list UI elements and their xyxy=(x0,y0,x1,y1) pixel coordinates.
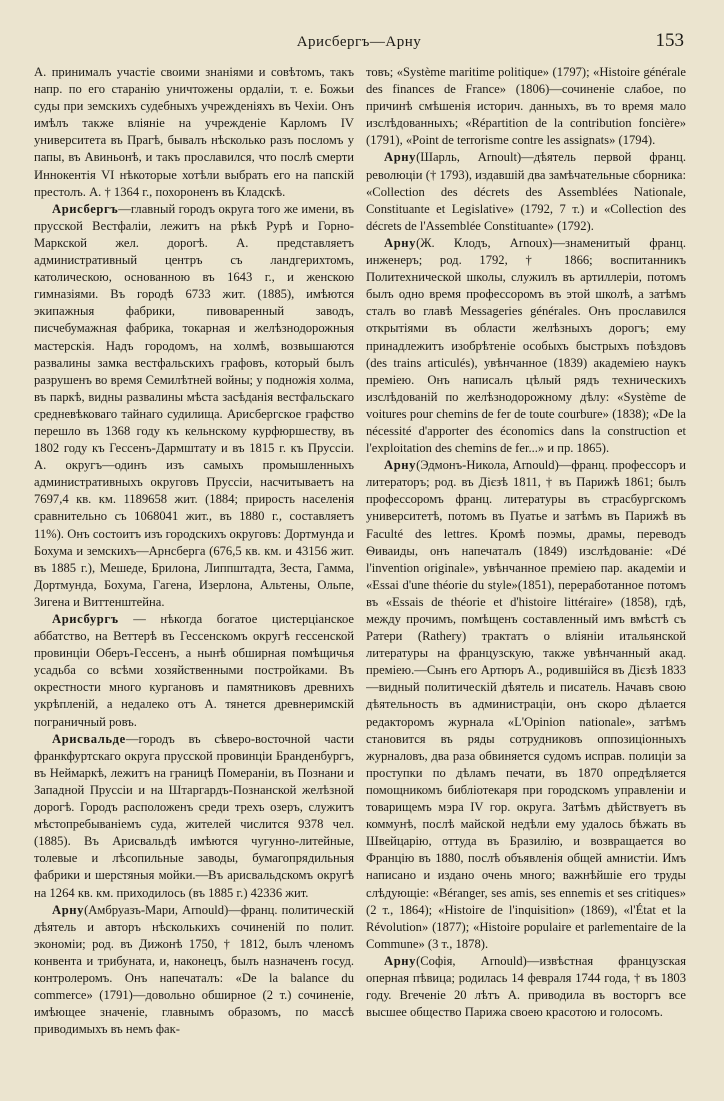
entry-text: — нѣкогда богатое цистерціанское аббатство, на Веттерѣ въ Гессенскомъ округѣ гессенской провинціи Оберъ-Гессенъ, а нынѣ обширная помѣщичья усадьба со всѣми хозяйственными постройками. Въ окрестности много кургановъ и памятниковъ древнихъ укрѣпленій, а недалеко отъ А. тянется древнеримскій пограничный ровъ. xyxy=(34,612,354,729)
article-entry xyxy=(366,953,686,1021)
entry-text: (Ж. Клодъ, Arnoux)—знаменитый франц. инженеръ; род. 1792, † 1866; воспитанникъ Политехнической школы, служилъ въ артиллеріи, потомъ былъ одно время профессоромъ въ этой школѣ, а затѣмъ сталъ во главѣ Messageries générales. Онъ прославился открытіями въ области желѣзныхъ дорогъ; ему принадлежитъ изобрѣтеніе особыхъ быстрыхъ поѣздовъ (des trains articulés), увѣнчанное (1839) академіею наукъ преміею. Онъ написалъ цѣлый рядъ техническихъ изслѣдованій по желѣзнодорожному дѣлу: «Système de voitures pour chemins de fer de toute courbure» (1838); «De la nécessité d'apporter des économics dans la construction et l'exploitation des chemins de fer...» и пр. 1865). xyxy=(366,235,686,456)
article-entry xyxy=(34,731,354,902)
entry-text: —главный городъ округа того же имени, въ прусской Вестфаліи, лежитъ на рѣкѣ Рурѣ и Горно-Маркской жел. дорогѣ. А. представляетъ административный центръ съ ландгерихтомъ, католическою, основанною въ 1643 г., и женскою гимназіями. Въ городѣ 6733 жит. (1885), имѣются экипажныя фабрики, пивоваренный заводъ, писчебумажная фабрика, токарная и желѣзнодорожныя мастерскія. Надъ городомъ, на холмѣ, возвышаются развалины замка вестфальскихъ графовъ, который былъ разрушенъ во время Семилѣтней войны; у подножія холма, въ паркѣ, видны развалины мѣста засѣданія вестфальскаго средневѣковаго тайнаго судилища. Арисбергское графство перешло въ 1368 году къ кельнскому курфюршеству, въ 1802 году къ Гессенъ-Дармштату и въ 1815 г. къ Пруссіи. А. округъ—одинъ изъ самыхъ промышленныхъ административныхъ округовъ Пруссіи, насчитываетъ на 7697,4 кв. км. 1189658 жит. (1884; прирость населенія сравнительно съ 1068041 жит., въ 1880 г., составляетъ 11%). Онъ состоитъ изъ городскихъ округовъ: Дортмунда и Бохума и земскихъ—Арнсберга (676,5 кв. км. и 43156 жит. въ 1885 г.), Мешеде, Брилона, Липпштадта, Зеста, Гамма, Дортмунда, Бохума, Гагена, Изерлона, Альтены, Ольпе, Зигена и Виттенштейна. xyxy=(34,201,354,609)
text-columns xyxy=(34,64,686,1093)
article-entry xyxy=(366,235,686,457)
article-entry xyxy=(366,149,686,234)
entry-text: (Шарль, Arnoult)—дѣятель первой франц. революціи († 1793), издавшій два замѣчательные сборника: «Collection des décrets des Assemblées Nationale, Constituante et Legislative» (1792, 7 т.) и «Collection des décrets de l'Assemblée Constituante» (1792). xyxy=(366,150,686,233)
entry-headword: Арну xyxy=(384,150,417,165)
article-entry xyxy=(34,611,354,731)
entry-text: А. принималъ участіе своими знаніями и совѣтомъ, такъ напр. по его старанію уничтожены ордаліи, т. е. Божьи суды при земскихъ судебныхъ учрежденіяхъ въ Чехіи. Онъ имѣлъ также вліяніе на учрежденіе Карломъ IV университета въ Прагѣ, бывалъ нѣсколько разъ посломъ у папы, въ Авиньонѣ, и такъ прославился, что послѣ смерти Иннокентія VI нѣкоторые хотѣли выбрать его на папскій престолъ. А. † 1364 г., похороненъ въ Кладскѣ. xyxy=(34,65,354,199)
entry-headword: Арисвальде xyxy=(52,731,126,746)
entry-headword: Арну xyxy=(384,235,417,250)
entry-headword: Арисбургъ xyxy=(52,612,119,626)
article-entry xyxy=(34,201,354,611)
entry-headword: Арну xyxy=(52,902,85,917)
left-column xyxy=(34,64,354,1093)
entry-headword: Арну xyxy=(384,458,417,473)
article-entry xyxy=(34,64,354,201)
article-entry xyxy=(366,457,686,953)
article-entry xyxy=(366,64,686,149)
right-column xyxy=(366,64,686,1093)
entry-text: товъ; «Système maritime politique» (1797); «Histoire générale des finances de France» (1806)—сочиненіе слабое, по причинѣ смѣшенія историч. данныхъ, въ то время мало изслѣдованныхъ; «Répartition de la contribution foncière» (1791), «Point de terrorisme contre les assignats» (1794). xyxy=(366,65,686,148)
page-number: 153 xyxy=(655,30,684,51)
running-header xyxy=(34,30,684,56)
entry-text: (Амбруазъ-Мари, Arnould)—франц. политическій дѣятель и авторъ нѣсколькихъ сочиненій по полит. экономіи; род. въ Дижонѣ 1750, † 1812, былъ членомъ конвента и трибуната, и, наконецъ, былъ назначенъ госуд. контролеромъ. Онъ напечаталъ: «De la balance du commerce» (1791)—довольно обширное (2 т.) сочиненіе, имѣющее значеніе, главнымъ образомъ, по массѣ приводимыхъ въ немъ фак- xyxy=(34,902,354,1037)
entry-headword: Арну xyxy=(384,953,417,968)
entry-headword: Арисбергъ xyxy=(52,201,119,216)
entry-text: (Софія, Arnould)—извѣстная французская оперная пѣвица; родилась 14 февраля 1744 года, † въ 1803 году. Вгеченіе 20 лѣтъ А. приводила въ восторгъ все высшее общество Парижа своею красотою и голосомъ. xyxy=(366,953,686,1020)
header-title: Арисбергъ—Арну xyxy=(296,34,422,50)
article-entry xyxy=(34,902,354,1039)
entry-text: —городъ въ сѣверо-восточной части франкфуртскаго округа прусской провинціи Бранденбургъ, въ Неймаркѣ, лежитъ на границѣ Помераніи, въ Познани и Западной Пруссіи и на Штаргардъ-Познанской желѣзной дорогѣ. Городъ расположенъ среди трехъ озеръ, служитъ мѣстопребываніемъ суда, жителей числится 9378 чел. (1885). Въ Арисвальдѣ имѣются чугунно-литейные, толевые и лѣсопильные заводы, бумагопрядильныя фабрики и шерстяныя мойки.—Въ арисвальдскомъ округѣ на 1264 кв. км. приходилось (въ 1885 г.) 42336 жит. xyxy=(34,731,354,900)
entry-text: (Эдмонъ-Никола, Arnould)—франц. профессоръ и литераторъ; род. въ Дієзѣ 1811, † въ Парижѣ 1861; былъ профессоромъ франц. литературы въ страсбургскомъ университетѣ, потомъ въ Пуатье и затѣмъ въ Парижѣ въ Faculté des lettres. Кромѣ поэмы, драмы, переводъ Ѳиваиды, онъ напечаталъ (1849) изслѣдованіе: «Dé l'invention originale», увѣнчанное преміею пар. академіи и «Essai d'une théorie du style»(1851), переработанное потомъ въ «Essais de théorie et d'histoire littéraire» (1858), гдѣ, между прочимъ, помѣщенъ составленный имъ вмѣстѣ съ Ратери (Rathery) трактатъ о вліяніи итальянской литературы на французскую, также увѣнчанный акад. преміею.—Сынъ его Артюръ А., родившійся въ Дієзѣ 1833—видный политическій дѣятель и писатель. Начавъ свою дѣятельность въ администраціи, онъ скоро дѣлается редакторомъ журнала «L'Opinion nationale», затѣмъ становится въ ряды сотрудниковъ оппозиціонныхъ журналовъ, два раза обвиняется судомъ исправ. полиціи за проступки по дѣламъ печати, въ 1870 опредѣляется помощникомъ библіотекаря при городскомъ управленіи и товарищемъ мэра IV гор. округа. Затѣмъ дѣйствуетъ въ коммунѣ, послѣ майской недѣли ему удалось бѣжать въ Швейцарію, оттуда въ Бразилію, и возвращается во Францію въ 1880, послѣ объявленія общей амнистіи. Имъ написано и издано очень много; важнѣйшіе его труды слѣдующіе: «Béranger, ses amis, ses ennemis et ses critiques» (2 т., 1864); «Histoire de l'inquisition» (1869), «l'État et la Révolution» (1877); «Histoire populaire et parlementaire de la Commune» (3 т., 1878). xyxy=(366,458,686,951)
